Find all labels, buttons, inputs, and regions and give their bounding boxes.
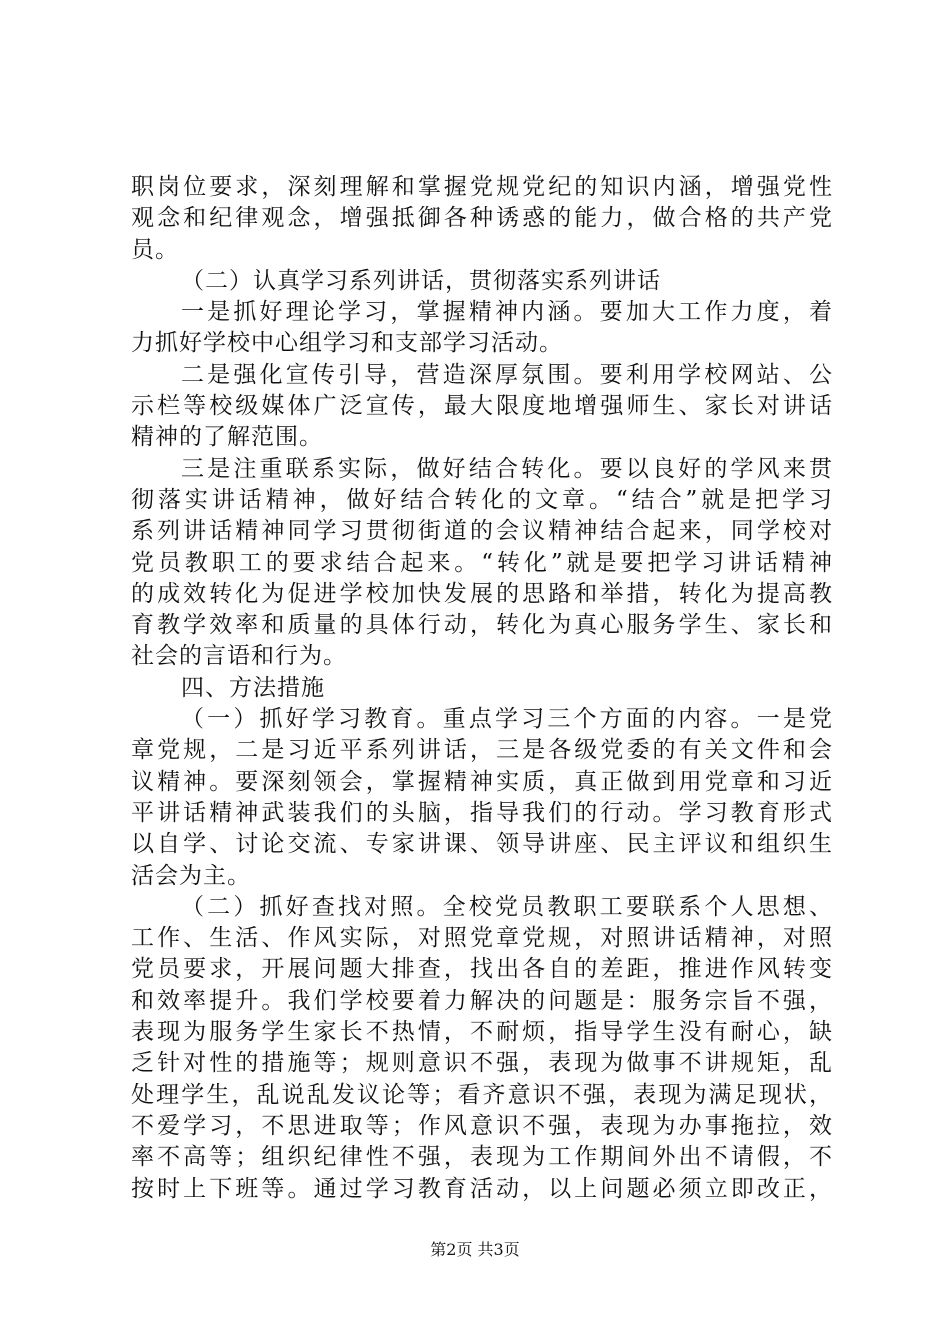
document-body <box>131 172 833 1205</box>
text-line: 以自学、讨论交流、专家讲课、领导讲座、民主评议和组织生 <box>131 831 833 858</box>
text-line: 议精神。要深刻领会，掌握精神实质，真正做到用党章和习近 <box>131 768 833 795</box>
text-line: 力抓好学校中心组学习和支部学习活动。 <box>131 330 563 357</box>
text-line: 观念和纪律观念，增强抵御各种诱惑的能力，做合格的共产党 <box>131 205 833 232</box>
text-line: 二是强化宣传引导，营造深厚氛围。要利用学校网站、公 <box>181 361 833 388</box>
page-footer: 第2页 共3页 <box>430 1240 520 1259</box>
text-line: 工作、生活、作风实际，对照党章党规，对照讲话精神，对照 <box>131 925 833 952</box>
text-line: 社会的言语和行为。 <box>131 643 347 670</box>
text-line: 不爱学习，不思进取等；作风意识不强，表现为办事拖拉，效 <box>131 1112 833 1139</box>
text-line: 乏针对性的措施等；规则意识不强，表现为做事不讲规矩，乱 <box>131 1050 833 1077</box>
text-line: 彻落实讲话精神，做好结合转化的文章。“结合”就是把学习 <box>131 486 833 513</box>
text-line: 和效率提升。我们学校要着力解决的问题是：服务宗旨不强， <box>131 987 833 1014</box>
text-line: 处理学生，乱说乱发议论等；看齐意识不强，表现为满足现状， <box>131 1081 833 1108</box>
text-line: 育教学效率和质量的具体行动，转化为真心服务学生、家长和 <box>131 612 833 639</box>
text-line: 党员要求，开展问题大排查，找出各自的差距，推进作风转变 <box>131 956 833 983</box>
text-line: 章党规，二是习近平系列讲话，三是各级党委的有关文件和会 <box>131 737 833 764</box>
text-line: 职岗位要求，深刻理解和掌握党规党纪的知识内涵，增强党性 <box>131 174 833 200</box>
text-line: 四、方法措施 <box>181 674 325 701</box>
text-line: 平讲话精神武装我们的头脑，指导我们的行动。学习教育形式 <box>131 799 833 826</box>
text-line: 按时上下班等。通过学习教育活动，以上问题必须立即改正， <box>131 1175 833 1202</box>
text-line: 表现为服务学生家长不热情，不耐烦，指导学生没有耐心，缺 <box>131 1019 833 1046</box>
text-line: （一）抓好学习教育。重点学习三个方面的内容。一是党 <box>181 706 833 733</box>
text-line: 系列讲话精神同学习贯彻街道的会议精神结合起来，同学校对 <box>131 518 833 545</box>
text-line: 党员教职工的要求结合起来。“转化”就是要把学习讲话精神 <box>131 549 833 576</box>
text-line: 三是注重联系实际，做好结合转化。要以良好的学风来贯 <box>181 455 833 482</box>
text-line: 活会为主。 <box>131 862 251 889</box>
text-line: 精神的了解范围。 <box>131 424 323 451</box>
text-line: 示栏等校级媒体广泛宣传，最大限度地增强师生、家长对讲话 <box>131 393 833 420</box>
text-line: （二）认真学习系列讲话，贯彻落实系列讲话 <box>181 267 661 294</box>
text-line: 率不高等；组织纪律性不强，表现为工作期间外出不请假，不 <box>131 1144 833 1171</box>
text-line: 的成效转化为促进学校加快发展的思路和举措，转化为提高教 <box>131 580 833 607</box>
text-line: 员。 <box>131 236 179 263</box>
text-line: 一是抓好理论学习，掌握精神内涵。要加大工作力度，着 <box>181 299 833 326</box>
text-line: （二）抓好查找对照。全校党员教职工要联系个人思想、 <box>181 893 833 920</box>
